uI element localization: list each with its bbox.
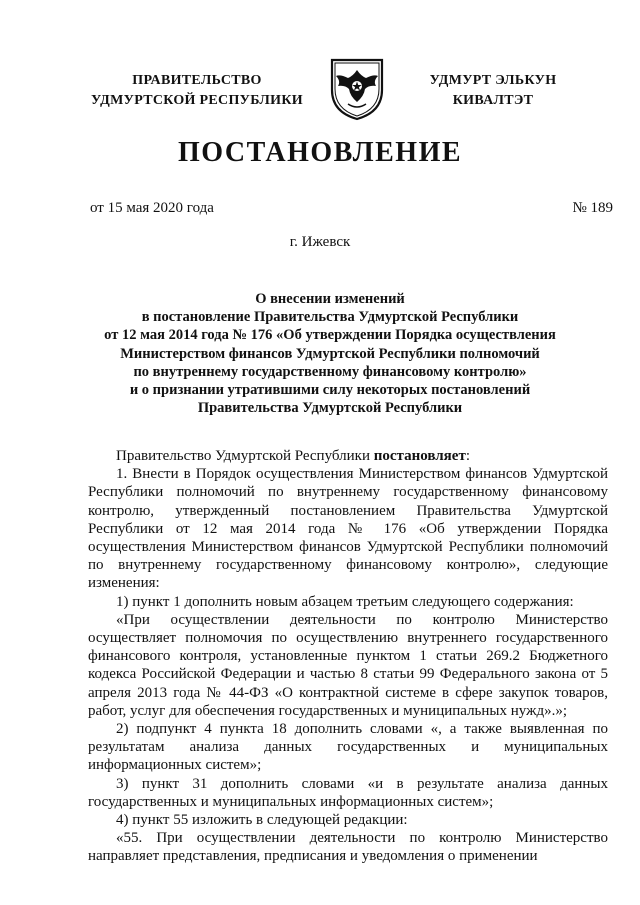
document-date: от 15 мая 2020 года [90, 200, 214, 216]
body-paragraph: 1) пункт 1 дополнить новым абзацем третьим следующего содержания: [116, 593, 574, 610]
document-number: № 189 [572, 200, 613, 216]
document-city: г. Ижевск [289, 234, 351, 250]
government-name-udmurt-line2: КИВАЛТЭТ [452, 93, 534, 108]
document-title: ПОСТАНОВЛЕНИЕ [177, 137, 463, 168]
government-name-udmurt [413, 71, 573, 111]
subject-line: по внутреннему государственному финансовому контролю» [133, 363, 527, 380]
udmurt-coat-of-arms-icon [328, 56, 386, 122]
government-name-russian [84, 71, 310, 111]
resolution-colon: : [465, 448, 470, 464]
resolution-verb: постановляет [373, 448, 466, 464]
document-subject [40, 290, 620, 417]
body-paragraph [88, 447, 608, 465]
government-name-line1: ПРАВИТЕЛЬСТВО [132, 73, 262, 88]
subject-line: и о признании утратившими силу некоторых постановлений [129, 382, 531, 399]
subject-line: в постановление Правительства Удмуртской Республики [141, 309, 519, 326]
government-name-udmurt-line1: УДМУРТ ЭЛЬКУН [429, 73, 557, 88]
body-paragraph: «55. При осуществлении деятельности по контролю Министерство направляет представления, предписания и уведомления о применении [88, 830, 608, 865]
body-paragraph: 1. Внести в Порядок осуществления Министерством финансов Удмуртской Республики полномочий по внутреннему государственному финансовому контролю, утвержденный постановлением Правительства Удмуртской Республики от 12 мая 2014 года № 176 «Об утверждении Порядка осуществления Министерством финансов Удмуртской Республики полномочий по внутреннему государственному финансовому контролю», следующие изменения: [88, 466, 608, 592]
body-paragraph: 3) пункт 31 дополнить словами «и в результате анализа данных государственных и муниципальных информационных систем»; [88, 775, 608, 810]
subject-line: Правительства Удмуртской Республики [197, 400, 463, 417]
body-paragraph: 2) подпункт 4 пункта 18 дополнить словами «, а также выявленная по результатам анализа данных государственных и муниципальных информационных систем»; [88, 721, 608, 774]
body-paragraph: «При осуществлении деятельности по контролю Министерство осуществляет полномочия по осуществлению внутреннего государственного финансового контроля, установленные пунктом 1 статьи 269.2 Бюджетного кодекса Российской Федерации и частью 8 статьи 99 Федерального закона от 5 апреля 2013 года № 44-ФЗ «О контрактной системе в сфере закупок товаров, работ, услуг для обеспечения государственных и муниципальных нужд».»; [88, 611, 608, 719]
subject-line: Министерством финансов Удмуртской Республики полномочий [120, 345, 540, 362]
government-name-line2: УДМУРТСКОЙ РЕСПУБЛИКИ [91, 93, 303, 108]
resolution-intro: Правительство Удмуртской Республики [116, 448, 374, 464]
subject-line: от 12 мая 2014 года № 176 «Об утверждении Порядка осуществления [104, 327, 556, 344]
body-paragraph: 4) пункт 55 изложить в следующей редакции: [116, 812, 408, 829]
document-body [88, 447, 608, 866]
subject-line: О внесении изменений [255, 291, 405, 307]
